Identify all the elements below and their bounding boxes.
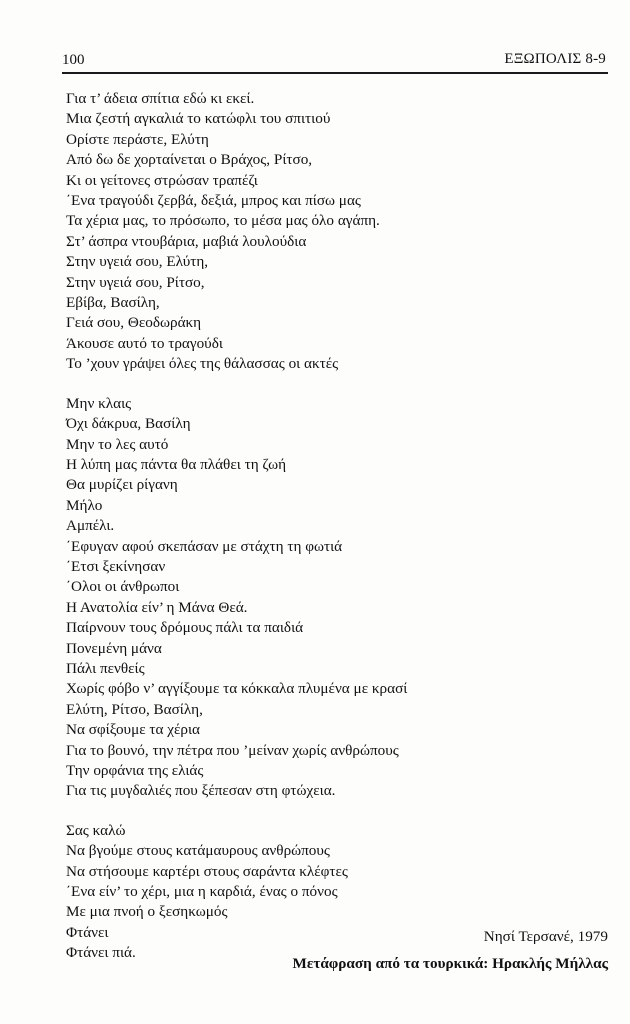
poem-line: Θα μυρίζει ρίγανη [66,476,178,494]
poem-line: Να στήσουμε καρτέρι στους σαράντα κλέφτες [66,862,348,880]
place-and-date: Νησί Τερσανέ, 1979 [483,928,608,945]
poem-stanza [66,394,606,802]
poem-line: Ορίστε περάστε, Ελύτη [66,130,209,148]
poem-line: Φτάνει [66,923,109,941]
poem-line: Τα χέρια μας, το πρόσωπο, το μέσα μας όλο αγάπη. [66,212,380,230]
poem-line: Για το βουνό, την πέτρα που ’μείναν χωρίς ανθρώπους [66,741,399,759]
poem-line: Πάλι πενθείς [66,659,145,677]
poem-line: Να βγούμε στους κατάμαυρους ανθρώπους [66,842,330,860]
poem-line: ΄Ενα είν’ το χέρι, μια η καρδιά, ένας ο πόνος [66,883,338,901]
poem-line: Κι οι γείτονες στρώσαν τραπέζι [66,171,258,189]
poem-line: Φτάνει πιά. [66,944,136,962]
poem-line: Μήλο [66,496,103,514]
poem-line: ΄Ολοι οι άνθρωποι [66,578,180,596]
poem-line: Άκουσε αυτό το τραγούδι [66,334,223,352]
poem-line: Μην το λες αυτό [66,435,169,453]
poem-line: ΄Ετσι ξεκίνησαν [66,557,166,575]
poem-line: Το ’χουν γράψει όλες της θάλασσας οι ακτές [66,355,339,373]
poem-stanza [66,89,606,375]
poem-line: Στ’ άσπρα ντουβάρια, μαβιά λουλούδια [66,232,307,250]
page-header [62,48,608,74]
poem-line: Παίρνουν τους δρόμους πάλι τα παιδιά [66,619,304,637]
poem-body [66,89,606,964]
poem-line: Μια ζεστή αγκαλιά το κατώφλι του σπιτιού [66,110,331,128]
poem-line: Αμπέλι. [66,517,115,535]
poem-line: Όχι δάκρυα, Βασίλη [66,415,191,433]
poem-line: Χωρίς φόβο ν’ αγγίξουμε τα κόκκαλα πλυμένα με κρασί [66,680,408,698]
poem-line: Πονεμένη μάνα [66,639,162,657]
poem-line: Με μια πνοή ο ξεσηκωμός [66,903,228,921]
poem-line: Η Ανατολία είν’ η Μάνα Θεά. [66,598,248,616]
poem-line: Γειά σου, Θεοδωράκη [66,314,202,332]
poem-line: Την ορφάνια της ελιάς [66,762,204,779]
poem-line: Από δω δε χορταίνεται ο Βράχος, Ρίτσο, [66,151,313,169]
poem-line: Για τ’ άδεια σπίτια εδώ κι εκεί. [66,90,255,107]
poem-line: Η λύπη μας πάντα θα πλάθει τη ζωή [66,455,287,473]
poem-line: Στην υγειά σου, Ρίτσο, [66,273,205,291]
poem-line: Εβίβα, Βασίλη, [66,294,160,312]
poem-line: Μην κλαις [66,394,132,412]
poem-line: Στην υγειά σου, Ελύτη, [66,253,209,271]
poem-line: Σας καλώ [66,821,126,839]
translation-credit: Μετάφραση από τα τουρκικά: Ηρακλής Μήλλας [292,955,608,972]
poem-line: Για τις μυγδαλιές που ξέπεσαν στη φτώχεια. [66,782,336,800]
poem-line: Ελύτη, Ρίτσο, Βασίλη, [66,700,203,718]
poem-line: ΄Εφυγαν αφού σκεπάσαν με στάχτη τη φωτιά [66,537,343,555]
poem-line: ΄Ενα τραγούδι ζερβά, δεξιά, μπρος και πίσω μας [66,192,361,210]
running-title: ΕΞΩΠΟΛΙΣ 8-9 [504,51,606,67]
page-number: 100 [62,52,85,68]
poem-line: Να σφίξουμε τα χέρια [66,721,200,739]
